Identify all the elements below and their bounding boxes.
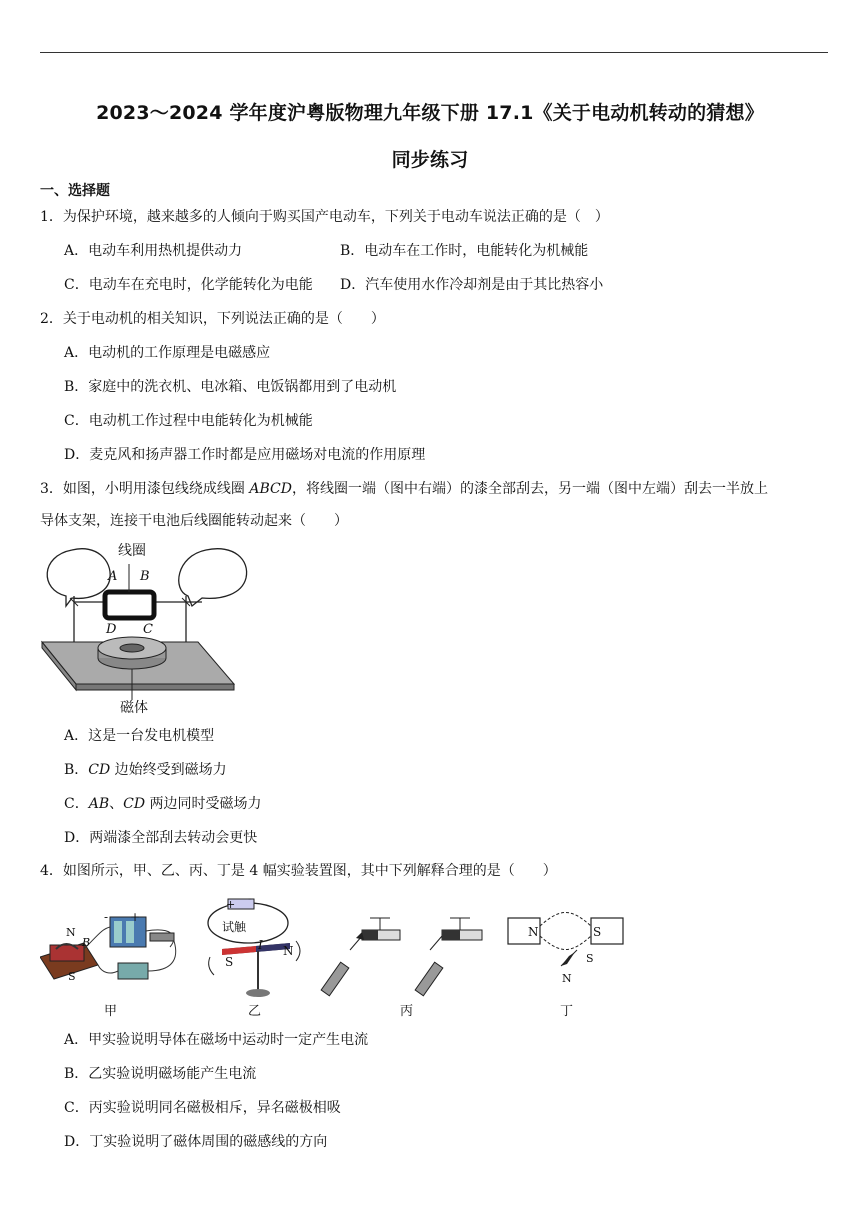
question-3-option-a: A．这是一台发电机模型 [64, 728, 215, 744]
question-1-stem: 1．为保护环境，越来越多的人倾向于购买国产电动车，下列关于电动车说法正确的是（ ） [40, 209, 609, 225]
yi-shichu: 试触 [222, 920, 247, 934]
question-2-option-a: A．电动机的工作原理是电磁感应 [64, 345, 271, 361]
question-4-option-c: C．丙实验说明同名磁极相斥，异名磁极相吸 [64, 1100, 341, 1116]
experiment-jia-figure [40, 905, 190, 995]
experiment-bing-figure [320, 910, 490, 1000]
question-4-stem: 4．如图所示，甲、乙、丙、丁是 4 幅实验装置图，其中下列解释合理的是（ ） [40, 863, 557, 879]
ding-needle-n: N [562, 972, 572, 985]
q3c-italic2: CD [123, 796, 146, 812]
yi-plus: + [226, 898, 236, 911]
section-heading: 一、选择题 [40, 183, 110, 199]
coil-label-d: D [106, 622, 117, 637]
coil-label: 线圈 [118, 543, 146, 559]
ding-needle-s: S [586, 952, 594, 965]
question-1-option-b: B．电动车在工作时，电能转化为机械能 [340, 243, 589, 259]
question-4-option-d: D．丁实验说明了磁体周围的磁感线的方向 [64, 1134, 328, 1150]
caption-jia: 甲 [104, 1004, 118, 1019]
coil-label-a: A [108, 569, 118, 584]
q3-stem-italic: ABCD [249, 481, 292, 497]
caption-yi: 乙 [248, 1004, 262, 1019]
question-3-stem-line1 [40, 480, 768, 498]
question-3-option-c [64, 795, 262, 813]
jia-b: B [82, 936, 91, 949]
question-3-stem-line2: 导体支架，连接干电池后线圈能转动起来（ ） [40, 513, 348, 529]
question-2-option-d: D．麦克风和扬声器工作时都是应用磁场对电流的作用原理 [64, 447, 426, 463]
yi-n: N [283, 944, 294, 958]
question-1-option-d: D．汽车使用水作冷却剂是由于其比热容小 [340, 277, 604, 293]
yi-minus: - [248, 892, 252, 905]
page-title: 2023～2024 学年度沪粤版物理九年级下册 17.1《关于电动机转动的猜想》 [96, 102, 764, 124]
q3c-sep: 、 [109, 796, 124, 812]
question-3-option-b [64, 761, 227, 779]
q3-stem-post: ，将线圈一端（图中右端）的漆全部刮去，另一端（图中左端）刮去一半放上 [291, 481, 768, 497]
q3c-rest: 两边同时受磁场力 [145, 796, 262, 812]
question-1-option-a: A．电动车利用热机提供动力 [64, 243, 243, 259]
page-subtitle: 同步练习 [391, 149, 469, 171]
experiment-yi-figure [200, 895, 310, 1005]
jia-n: N [66, 926, 76, 939]
caption-bing: 丙 [400, 1004, 414, 1019]
coil-motor-figure [38, 538, 268, 718]
coil-label-c: C [143, 622, 153, 637]
question-2-option-c: C．电动机工作过程中电能转化为机械能 [64, 413, 313, 429]
jia-minus: - [104, 910, 109, 924]
question-2-option-b: B．家庭中的洗衣机、电冰箱、电饭锅都用到了电动机 [64, 379, 397, 395]
yi-s: S [225, 955, 234, 969]
jia-s: S [68, 970, 76, 983]
question-2-stem: 2．关于电动机的相关知识，下列说法正确的是（ ） [40, 311, 385, 327]
question-4-option-b: B．乙实验说明磁场能产生电流 [64, 1066, 257, 1082]
q3c-prefix: C． [64, 796, 89, 812]
q3b-prefix: B． [64, 762, 89, 778]
q3c-italic1: AB [88, 796, 110, 812]
question-4-option-a: A．甲实验说明导体在磁场中运动时一定产生电流 [64, 1032, 369, 1048]
ding-n: N [528, 925, 539, 939]
question-3-option-d: D．两端漆全部刮去转动会更快 [64, 830, 258, 846]
jia-plus: + [130, 910, 141, 924]
coil-label-b: B [140, 569, 150, 584]
magnet-label: 磁体 [120, 700, 148, 716]
caption-ding: 丁 [560, 1004, 574, 1019]
ding-s: S [593, 925, 602, 939]
yi-i: I [258, 938, 263, 952]
header-rule [40, 52, 828, 53]
q3b-italic: CD [88, 762, 111, 778]
q3b-rest: 边始终受到磁场力 [110, 762, 227, 778]
q3-stem-pre: 3．如图，小明用漆包线绕成线圈 [40, 481, 250, 497]
question-1-option-c: C．电动车在充电时，化学能转化为电能 [64, 277, 313, 293]
